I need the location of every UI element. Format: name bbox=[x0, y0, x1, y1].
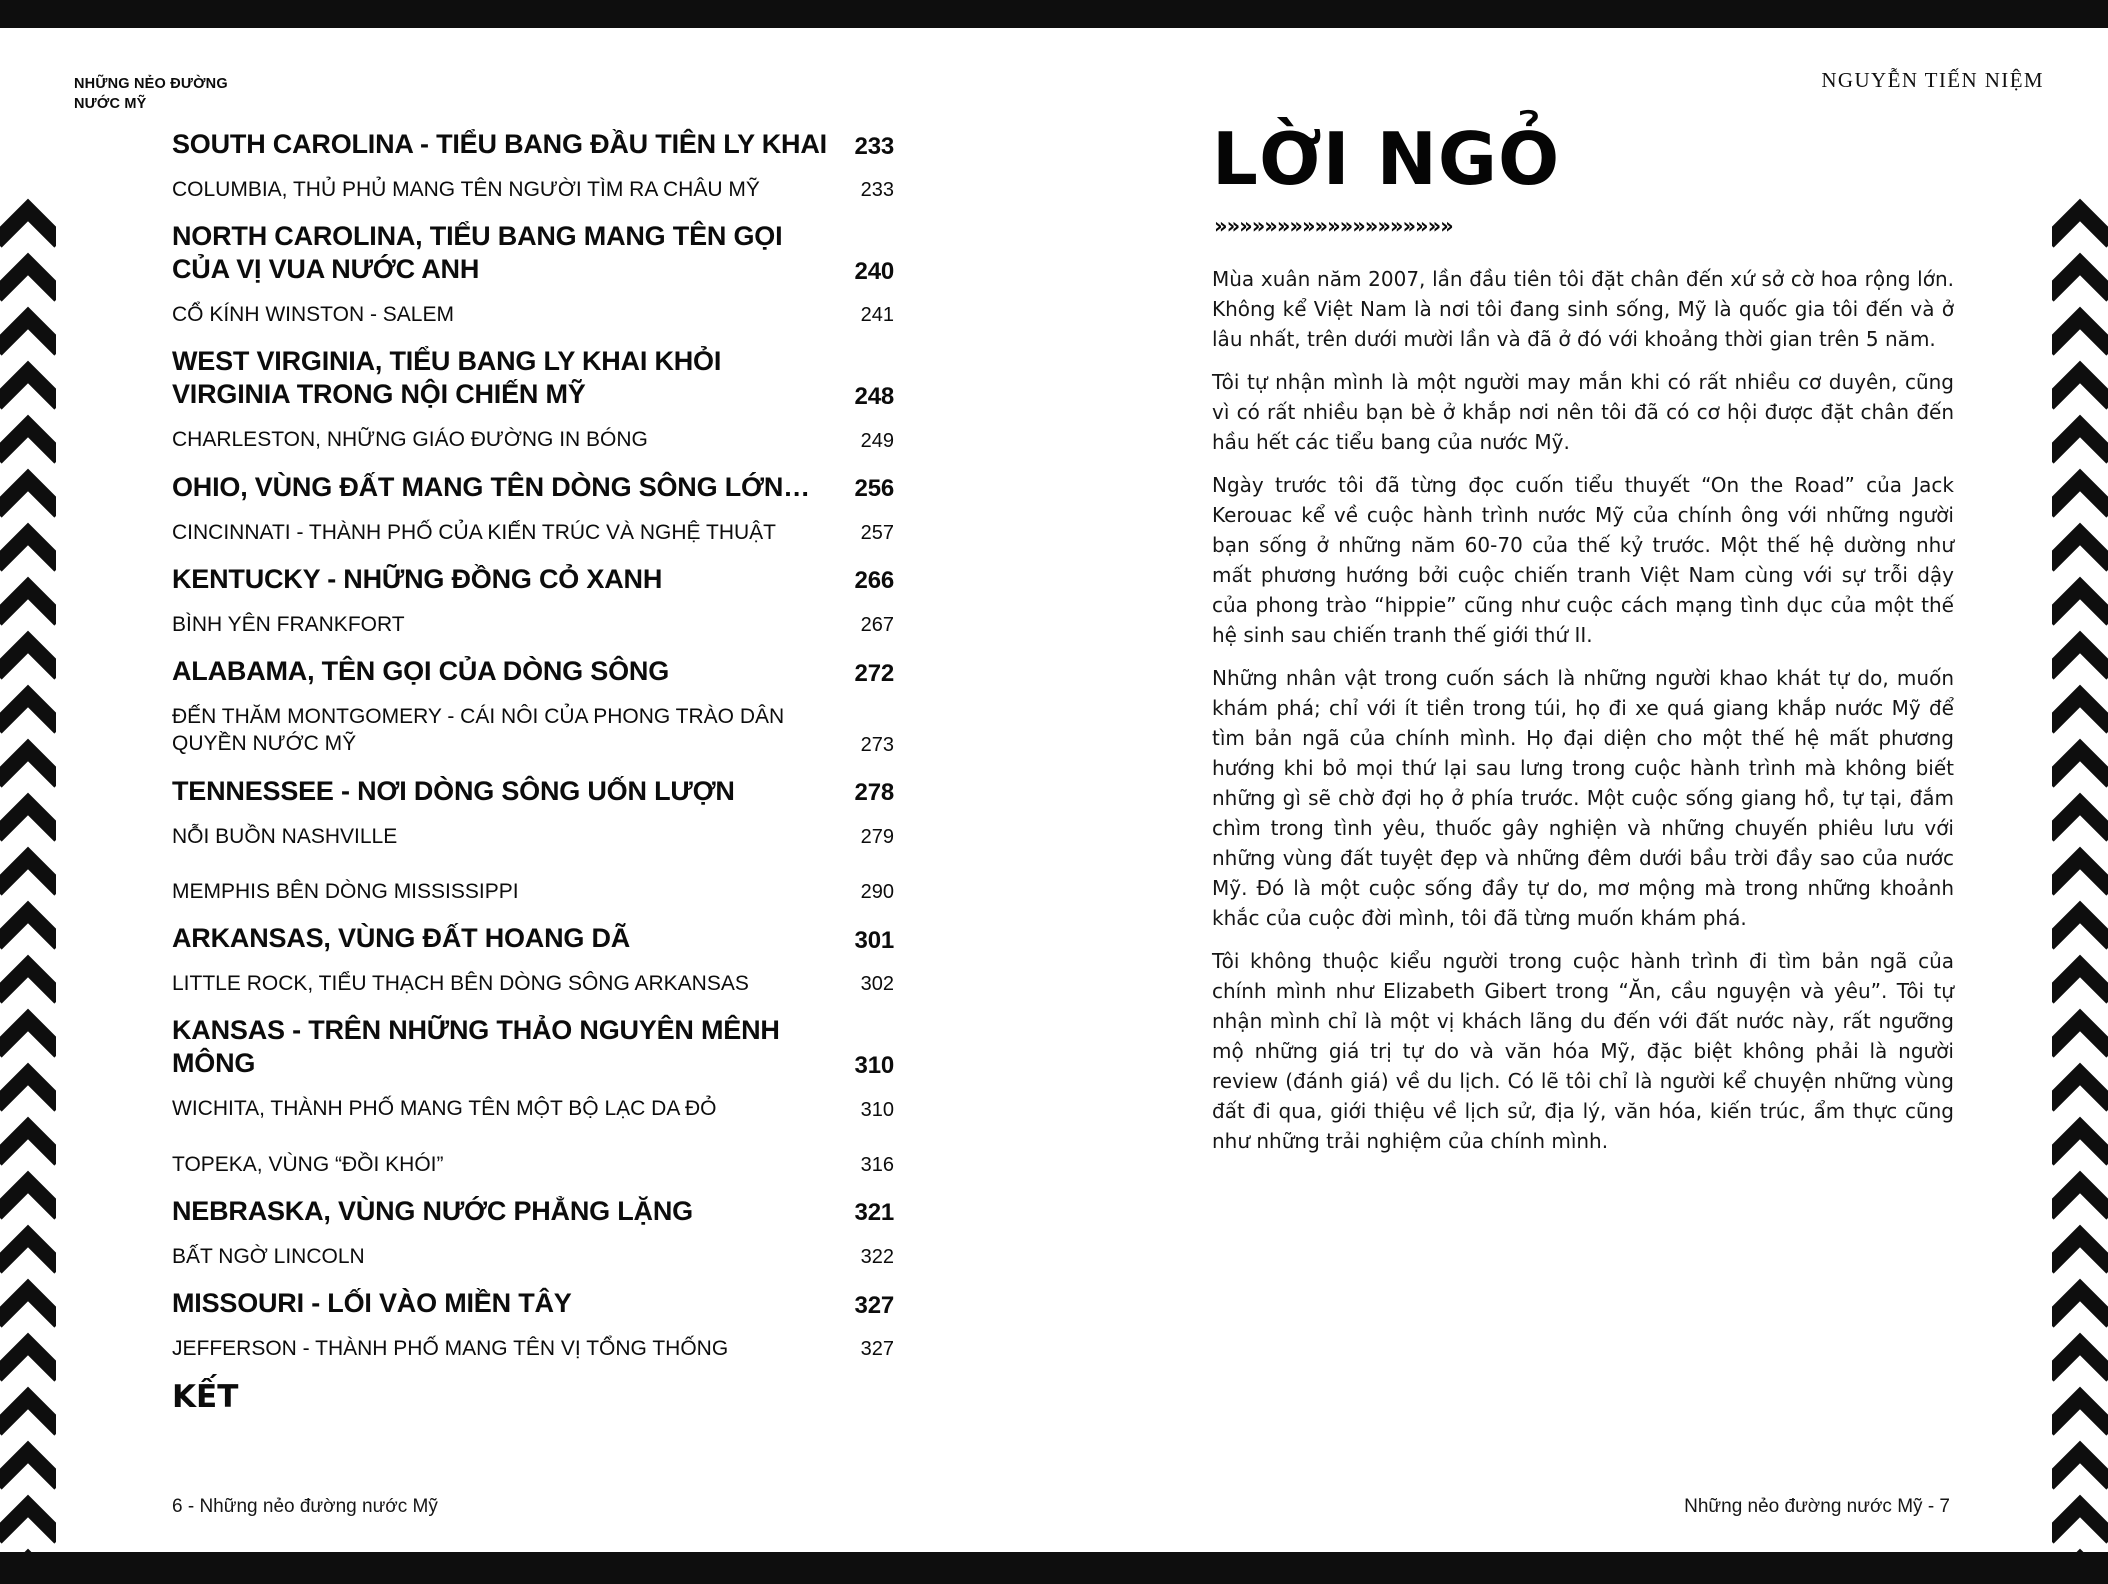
chevron-ornament: »»»»»»»»»»»»»»»»»»» bbox=[1214, 213, 1453, 238]
toc-entry-page: 290 bbox=[860, 881, 894, 904]
toc-entry-title: MISSOURI - LỐI VÀO MIỀN TÂY bbox=[172, 1288, 572, 1319]
toc-entry-title: NORTH CAROLINA, TIỂU BANG MANG TÊN GỌI CỦA VỊ VUA NƯỚC ANH bbox=[172, 221, 783, 285]
toc-entry-title: SOUTH CAROLINA - TIỂU BANG ĐẦU TIÊN LY KHAI bbox=[172, 129, 827, 159]
toc-entry bbox=[172, 703, 894, 758]
toc-entry-page: 310 bbox=[854, 1051, 894, 1079]
toc-entry bbox=[172, 471, 894, 504]
preface-paragraph: Tôi không thuộc kiểu người trong cuộc hành trình đi tìm bản ngã của chính mình như Elizabeth Gibert trong “Ăn, cầu nguyện và yêu”. Tôi tự nhận mình chỉ là một vị khách lãng du đến với đất nước này, rất ngưỡng mộ những giá trị tự do và văn hóa Mỹ, đặc biệt không phải là người review (đánh giá) về du lịch. Có lẽ tôi chỉ là người kể chuyện những vùng đất đi qua, giới thiệu về lịch sử, địa lý, văn hóa, kiến trúc, ẩm thực cũng như những trải nghiệm của chính mình. bbox=[1212, 948, 1954, 1153]
toc-entry-title: ĐẾN THĂM MONTGOMERY - CÁI NÔI CỦA PHONG TRÀO DÂN QUYỀN NƯỚC MỸ bbox=[172, 704, 785, 756]
toc-entry bbox=[172, 1335, 894, 1362]
toc-entry bbox=[172, 775, 894, 808]
toc-entry-title: TENNESSEE - NƠI DÒNG SÔNG UỐN LƯỢN bbox=[172, 775, 735, 806]
toc-entry-title: WICHITA, THÀNH PHỐ MANG TÊN MỘT BỘ LẠC DA ĐỎ bbox=[172, 1097, 717, 1121]
toc-entry-title: KẾT bbox=[172, 1379, 239, 1416]
toc-entry bbox=[172, 878, 894, 905]
toc-entry-title: COLUMBIA, THỦ PHỦ MANG TÊN NGƯỜI TÌM RA CHÂU MỸ bbox=[172, 177, 760, 201]
toc-entry-title: CINCINNATI - THÀNH PHỐ CỦA KIẾN TRÚC VÀ NGHỆ THUẬT bbox=[172, 520, 777, 544]
toc-entry-title: NEBRASKA, VÙNG NƯỚC PHẲNG LẶNG bbox=[172, 1195, 693, 1226]
toc-entry bbox=[172, 128, 894, 161]
toc-entry-page: 241 bbox=[860, 304, 894, 327]
toc-entry bbox=[172, 1287, 894, 1320]
toc-entry bbox=[172, 1095, 894, 1122]
toc-entry-title: ALABAMA, TÊN GỌI CỦA DÒNG SÔNG bbox=[172, 656, 669, 687]
toc-entry bbox=[172, 922, 894, 955]
toc-entry-page: 278 bbox=[854, 779, 894, 807]
toc-entry-title: BẤT NGỜ LINCOLN bbox=[172, 1244, 365, 1268]
toc-entry-page: 272 bbox=[854, 659, 894, 687]
toc-entry bbox=[172, 1243, 894, 1270]
toc-entry-page: 267 bbox=[860, 614, 894, 637]
toc-entry bbox=[172, 176, 894, 203]
toc-entry-title: MEMPHIS BÊN DÒNG MISSISSIPPI bbox=[172, 879, 519, 903]
toc-entry bbox=[172, 1014, 894, 1080]
toc-entry-title: BÌNH YÊN FRANKFORT bbox=[172, 612, 405, 636]
toc-entry-page: 310 bbox=[860, 1098, 894, 1121]
toc-entry-title: WEST VIRGINIA, TIỂU BANG LY KHAI KHỎI VIRGINIA TRONG NỘI CHIẾN MỸ bbox=[172, 346, 722, 410]
toc-entry-page: 316 bbox=[860, 1153, 894, 1176]
toc-entry-page: 249 bbox=[860, 429, 894, 452]
toc-entry-page: 327 bbox=[854, 1291, 894, 1319]
toc-entry bbox=[172, 301, 894, 328]
toc-entry-page: 279 bbox=[860, 825, 894, 848]
toc-list bbox=[172, 128, 894, 1430]
toc-entry bbox=[172, 1195, 894, 1228]
right-page-footer: Những nẻo đường nước Mỹ - 7 bbox=[1684, 1496, 1950, 1517]
toc-entry-title: OHIO, VÙNG ĐẤT MANG TÊN DÒNG SÔNG LỚN… bbox=[172, 471, 810, 502]
toc-entry bbox=[172, 611, 894, 638]
toc-entry-page: 233 bbox=[860, 179, 894, 202]
toc-entry bbox=[172, 970, 894, 997]
toc-entry-title: KENTUCKY - NHỮNG ĐỒNG CỎ XANH bbox=[172, 563, 663, 594]
toc-entry-title: CHARLESTON, NHỮNG GIÁO ĐƯỜNG IN BÓNG bbox=[172, 428, 648, 452]
toc-entry bbox=[172, 345, 894, 411]
toc-entry-title: CỔ KÍNH WINSTON - SALEM bbox=[172, 303, 454, 327]
toc-entry-page: 327 bbox=[860, 1338, 894, 1361]
toc-entry bbox=[172, 220, 894, 286]
toc-entry-page: 256 bbox=[854, 475, 894, 503]
toc-entry-page: 301 bbox=[854, 926, 894, 954]
toc-entry bbox=[172, 655, 894, 688]
top-rule bbox=[0, 0, 2108, 28]
toc-entry-title: KANSAS - TRÊN NHỮNG THẢO NGUYÊN MÊNH MÔNG bbox=[172, 1015, 780, 1079]
left-running-header bbox=[74, 74, 228, 115]
toc-entry bbox=[172, 1379, 894, 1415]
toc-entry bbox=[172, 823, 894, 850]
toc-entry-title: ARKANSAS, VÙNG ĐẤT HOANG DÃ bbox=[172, 923, 631, 954]
toc-entry-page: 273 bbox=[860, 733, 894, 756]
toc-entry-title: LITTLE ROCK, TIỂU THẠCH BÊN DÒNG SÔNG ARKANSAS bbox=[172, 972, 749, 996]
right-running-header: NGUYỄN TIẾN NIỆM bbox=[1821, 68, 2044, 92]
preface-paragraph: Mùa xuân năm 2007, lần đầu tiên tôi đặt chân đến xứ sở cờ hoa rộng lớn. Không kể Việt Nam là nơi tôi đang sinh sống, Mỹ là quốc gia tôi đến và ở lâu nhất, trên dưới mười lần và đã ở đó với khoảng thời gian trên 5 năm. bbox=[1212, 266, 1954, 351]
toc-entry-title: JEFFERSON - THÀNH PHỐ MANG TÊN VỊ TỔNG THỐNG bbox=[172, 1336, 729, 1360]
toc-entry bbox=[172, 563, 894, 596]
toc-entry-page: 233 bbox=[854, 132, 894, 160]
toc-entry-page: 257 bbox=[860, 521, 894, 544]
bottom-rule bbox=[0, 1552, 2108, 1584]
toc-entry bbox=[172, 426, 894, 453]
left-page-footer: 6 - Những nẻo đường nước Mỹ bbox=[172, 1496, 438, 1517]
toc-entry bbox=[172, 1151, 894, 1178]
preface-paragraph: Những nhân vật trong cuốn sách là những người khao khát tự do, muốn khám phá; chỉ với ít tiền trong túi, họ đi xe quá giang khắp nước Mỹ để tìm bản ngã của chính mình. Họ đại diện cho một thế hệ mất phương hướng khi bỏ mọi thứ lại sau lưng trong cuộc hành trình mà không biết những gì sẽ chờ đợi họ ở phía trước. Một cuộc sống giang hồ, tự tại, đắm chìm trong tình yêu, thuốc gây nghiện và những chuyến phiêu lưu với những vùng đất tuyệt đẹp và những đêm dưới bầu trời đầy sao của nước Mỹ. Đó là một cuộc sống đầy tự do, mơ mộng mà trong những khoảnh khắc của cuộc đời mình, tôi đã từng muốn khám phá. bbox=[1212, 665, 1954, 930]
toc-entry bbox=[172, 519, 894, 546]
toc-entry-page: 248 bbox=[854, 383, 894, 411]
toc-entry-page: 322 bbox=[860, 1246, 894, 1269]
chevron-decoration-left bbox=[0, 196, 56, 1552]
toc-entry-title: NỖI BUỒN NASHVILLE bbox=[172, 824, 398, 848]
preface-body bbox=[1212, 264, 1954, 1156]
toc-entry-title: TOPEKA, VÙNG “ĐỒI KHÓI” bbox=[172, 1152, 444, 1176]
chevron-decoration-right bbox=[2052, 196, 2108, 1552]
left-running-header-line2: NƯỚC MỸ bbox=[74, 96, 147, 113]
toc-entry-page: 240 bbox=[854, 257, 894, 285]
toc-entry-page: 266 bbox=[854, 567, 894, 595]
toc-entry-page: 321 bbox=[854, 1199, 894, 1227]
toc-entry-page: 302 bbox=[860, 973, 894, 996]
preface-section bbox=[1212, 117, 1954, 1169]
preface-paragraph: Ngày trước tôi đã từng đọc cuốn tiểu thuyết “On the Road” của Jack Kerouac kể về cuộc hành trình nước Mỹ của chính ông với những người bạn sống ở những năm 60-70 của thế kỷ trước. Một thế hệ dường như mất phương hướng bởi cuộc chiến tranh Việt Nam cùng với sự trỗi dậy của phong trào “hippie” cũng như cuộc cách mạng tình dục của một thế hệ sinh sau chiến tranh thế giới thứ II. bbox=[1212, 472, 1954, 647]
preface-title: LỜI NGỎ bbox=[1212, 117, 1561, 201]
preface-paragraph: Tôi tự nhận mình là một người may mắn khi có rất nhiều cơ duyên, cũng vì có rất nhiều bạn bè ở khắp nơi nên tôi đã có cơ hội được đặt chân đến hầu hết các tiểu bang của nước Mỹ. bbox=[1212, 369, 1954, 454]
left-running-header-line1: NHỮNG NẺO ĐƯỜNG bbox=[74, 76, 228, 92]
